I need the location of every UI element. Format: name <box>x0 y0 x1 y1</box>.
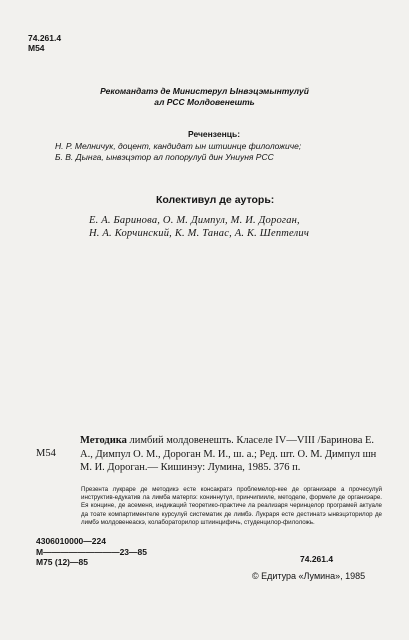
publication-code-1: 4306010000—224 <box>36 536 106 546</box>
publication-code-2: M—————————23—85 <box>36 547 147 557</box>
bottom-udc-code: 74.261.4 <box>300 554 334 564</box>
catalog-description: лимбий молдовенешть. Класеле IV—VIII /Баринова Е. А., Димпул О. М., Дороган М. И., ш. а.; Ред. шт. О. М. Димпул шн М. И. Дороган.— Кишинэу: Лумина, 1985. 376 п. <box>80 435 377 473</box>
catalog-title: Методика <box>80 435 127 446</box>
copyright: © Едитура «Лумина», 1985 <box>252 571 366 581</box>
recommendation <box>0 86 409 108</box>
catalog-code: M54 <box>36 448 56 459</box>
reviewer-1: Н. Р. Мелничук, доцент, кандидат ын штиинце филоложиче; <box>55 141 302 151</box>
authors-line-2: Н. А. Корчинский, К. М. Танас, А. К. Шептелич <box>89 228 310 239</box>
recommendation-line-1: Рекомандатэ де Министерул Ынвэцэмынтулуй <box>100 86 309 96</box>
catalog-entry <box>80 434 382 475</box>
recommendation-line-2: ал РСС Молдовенешть <box>154 97 255 107</box>
author-mark: M54 <box>28 43 45 53</box>
annotation: Презента лукраре де методикэ есте консакратэ проблемелор-кее де органиэаре а прочесулуй инструктив-едукатив ла лимба матерпэ: кониннутул, принчипииле, методеле, формеле де органиэаре. Ея концине, де асеменя, индикаций теоретико-практиче ла реализаря черинцелор програмей актуале да тоате компартиментеле курсулуй систематик де лимбэ. Лукраря есте дестинатэ ынвэцэторилор де лимбэ молдовенеаскэ, колабораторилор штиинцифичь, студенцилор-филоложь. <box>81 486 382 526</box>
publication-code-3: M75 (12)—85 <box>36 557 88 567</box>
udc-code: 74.261.4 <box>28 33 62 43</box>
authors-line-1: Е. А. Баринова, О. М. Димпул, М. И. Дороган, <box>89 215 300 226</box>
reviewers-heading: Речензенць: <box>188 129 241 139</box>
authors-heading: Колективул де аутоpь: <box>156 194 275 206</box>
reviewer-2: Б. В. Дынга, ынвэцэтор ал попорулуй дин Униуня РСС <box>55 152 274 162</box>
